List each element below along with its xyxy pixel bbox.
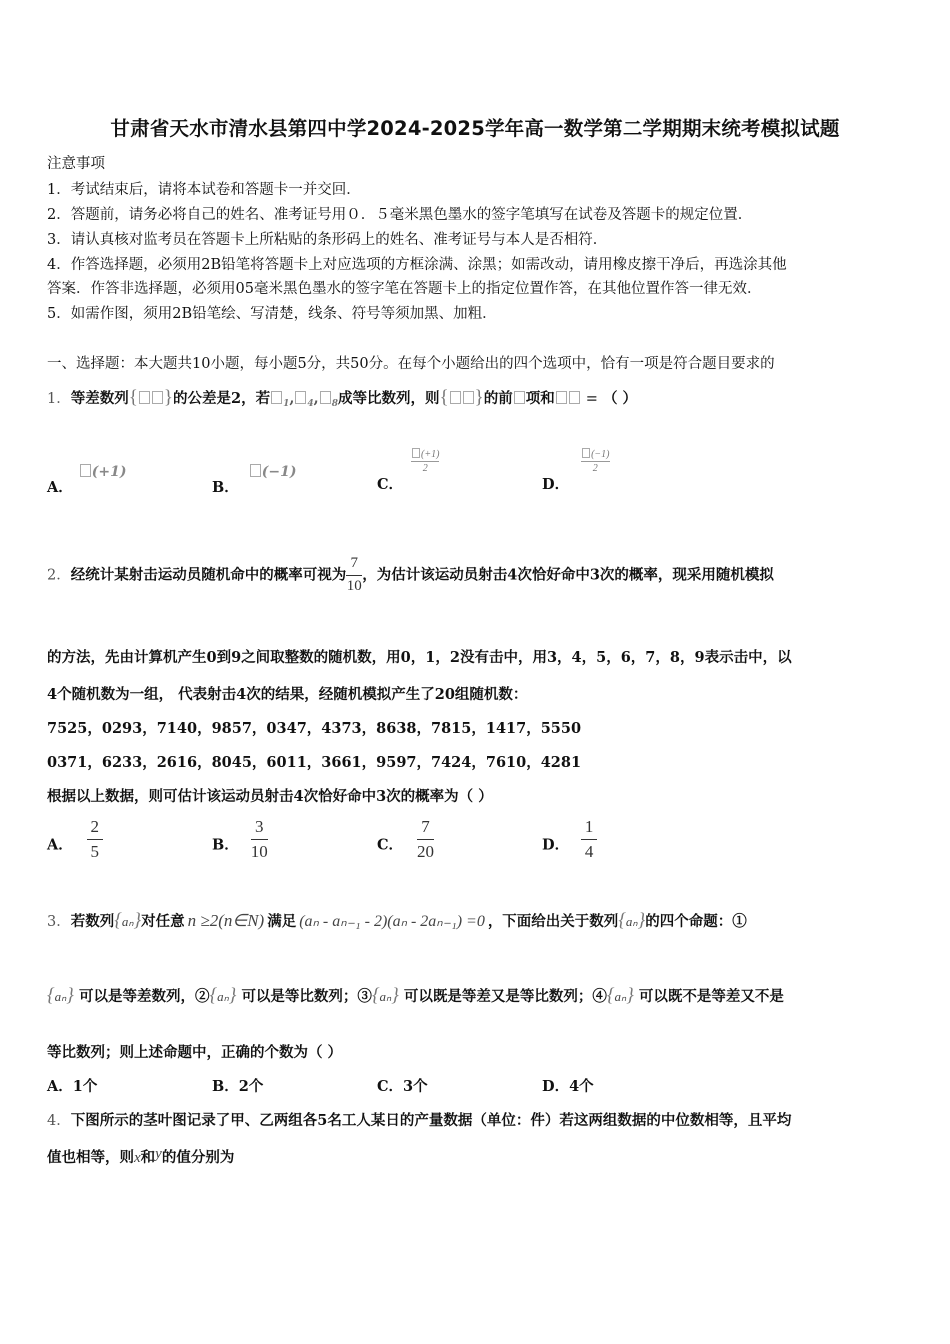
placeholder-box-icon: [139, 391, 150, 404]
q1-text: 成等比数列，则: [338, 390, 440, 407]
placeholder-box-icon: [295, 391, 306, 404]
section-heading: 一、选择题：本大题共10小题，每小题5分，共50分。在每个小题给出的四个选项中，恰有一项是符合题目要求的: [47, 356, 775, 372]
q4-line-2: 值也相等，则x和y的值分别为: [47, 1146, 235, 1166]
page-title: 甘肃省天水市清水县第四中学2024-2025学年高一数学第二学期期末统考模拟试题: [110, 117, 840, 140]
q2-line-2: 的方法，先由计算机产生0到9之间取整数的随机数，用0，1，2没有击中，用3，4，5，6，7，8，9表示击中，以: [47, 649, 792, 666]
seq-brace-left-icon: {: [439, 387, 449, 408]
q2-line-3: 4个随机数为一组， 代表射击4次的结果，经随机模拟产生了20组随机数：: [47, 686, 528, 703]
probability-fraction: $\frac{7}{10}$: [346, 555, 362, 594]
question-number: 3．: [47, 914, 71, 930]
sequence-symbol: {aₙ}: [618, 910, 646, 931]
q1-text: （ ）: [603, 390, 638, 407]
placeholder-box-icon: [450, 391, 461, 404]
variable-y: y: [155, 1146, 162, 1162]
q2-data-row-2: 0371，6233，2616，8045，6011，3661，9597，7424，7610，4281: [47, 754, 582, 771]
q1-option-a[interactable]: A．(+1): [47, 464, 127, 496]
q1-text: 的公差是2，若: [172, 390, 271, 407]
q1-option-d[interactable]: D． $\frac{(-1)}{2}$: [542, 449, 610, 493]
q1-text: 的前: [483, 390, 513, 407]
q2-option-b[interactable]: B． $\frac{3}{10}$: [212, 817, 268, 861]
notice-item-3: 3．请认真核对监考员在答题卡上所粘贴的条形码上的姓名、准考证号与本人是否相符．: [47, 232, 608, 248]
sequence-symbol: {aₙ}: [47, 985, 74, 1006]
placeholder-box-icon: [152, 391, 163, 404]
q1-text: 等差数列: [70, 390, 129, 407]
seq-brace-right-icon: }: [163, 387, 173, 408]
notice-item-5: 5．如需作图，须用2B铅笔绘、写清楚，线条、符号等须加黑、加粗．: [47, 306, 497, 322]
question-3: 3．若数列{aₙ}对任意 n ≥2(n∈N) 满足 (aₙ - aₙ₋₁ - 2)(aₙ - 2aₙ₋₁) =0 ，下面给出关于数列{aₙ}的四个命题：①: [47, 910, 747, 931]
notice-item-4: 4．作答选择题，必须用2B铅笔将答题卡上对应选项的方框涂满、涂黑；如需改动，请用橡皮擦干净后，再选涂其他: [47, 257, 787, 273]
q2-option-d[interactable]: D． $\frac{1}{4}$: [542, 818, 597, 861]
q2-option-a[interactable]: A． $\frac{2}{5}$: [47, 818, 103, 861]
seq-brace-left-icon: {: [128, 387, 138, 408]
sequence-symbol: {aₙ}: [606, 985, 634, 1006]
q3-line-3: 等比数列；则上述命题中，正确的个数为（ ）: [47, 1044, 343, 1061]
question-1: 1．等差数列{ }的公差是2，若 $_1$, $_4$, $_8$成等比数列，则{ }的前 项和 = （ ）: [47, 387, 638, 409]
seq-brace-right-icon: }: [474, 387, 484, 408]
relation-math: (aₙ - aₙ₋₁ - 2)(aₙ - 2aₙ₋₁) =0: [299, 913, 485, 930]
sequence-symbol: {aₙ}: [209, 985, 237, 1006]
placeholder-box-icon: [271, 391, 282, 404]
notice-item-2: 2．答题前，请务必将自己的姓名、准考证号用０．５毫米黑色墨水的签字笔填写在试卷及答题卡的规定位置．: [47, 207, 753, 223]
notice-heading: 注意事项: [47, 156, 105, 172]
q3-option-a[interactable]: A．1个: [47, 1078, 98, 1095]
sequence-symbol: {aₙ}: [371, 985, 399, 1006]
sequence-symbol: {aₙ}: [114, 910, 142, 931]
q1-option-b[interactable]: B．(−1): [212, 464, 297, 496]
variable-x: x: [134, 1150, 141, 1166]
notice-item-4-cont: 答案．作答非选择题，必须用05毫米黑色墨水的签字笔在答题卡上的指定位置作答，在其他位置作答一律无效．: [47, 281, 762, 297]
question-4: 4．下图所示的茎叶图记录了甲、乙两组各5名工人某日的产量数据（单位：件）若这两组数据的中位数相等，且平均: [47, 1112, 792, 1129]
placeholder-box-icon: [320, 391, 331, 404]
q3-option-c[interactable]: C．3个: [377, 1078, 428, 1095]
q2-option-c[interactable]: C． $\frac{7}{20}$: [377, 817, 435, 861]
q3-line-2: {aₙ} 可以是等差数列，②{aₙ} 可以是等比数列；③{aₙ} 可以既是等差又是等比数列；④{aₙ} 可以既不是等差又不是: [47, 985, 784, 1006]
q3-option-b[interactable]: B．2个: [212, 1078, 264, 1095]
placeholder-box-icon: [514, 391, 525, 404]
question-2: 2．经统计某射击运动员随机命中的概率可视为 $\frac{7}{10}$ ，为估计该运动员射击4次恰好命中3次的概率，现采用随机模拟: [47, 555, 774, 594]
placeholder-box-icon: [463, 391, 474, 404]
question-number: 4．: [47, 1113, 71, 1129]
q1-option-c[interactable]: C． $\frac{(+1)}{2}$: [377, 449, 440, 493]
placeholder-box-icon: [569, 391, 580, 404]
placeholder-box-icon: [556, 391, 567, 404]
notice-item-1: 1．考试结束后，请将本试卷和答题卡一并交回．: [47, 182, 361, 198]
question-number: 2．: [47, 567, 71, 584]
q3-option-d[interactable]: D．4个: [542, 1078, 594, 1095]
condition-math: n ≥2(n∈N): [187, 911, 265, 930]
question-number: 1．: [47, 391, 71, 407]
q2-line-6: 根据以上数据，则可估计该运动员射击4次恰好命中3次的概率为（ ）: [47, 788, 493, 805]
q2-data-row-1: 7525，0293，7140，9857，0347，4373，8638，7815，1417，5550: [47, 720, 582, 737]
q1-text: 项和: [525, 390, 555, 407]
